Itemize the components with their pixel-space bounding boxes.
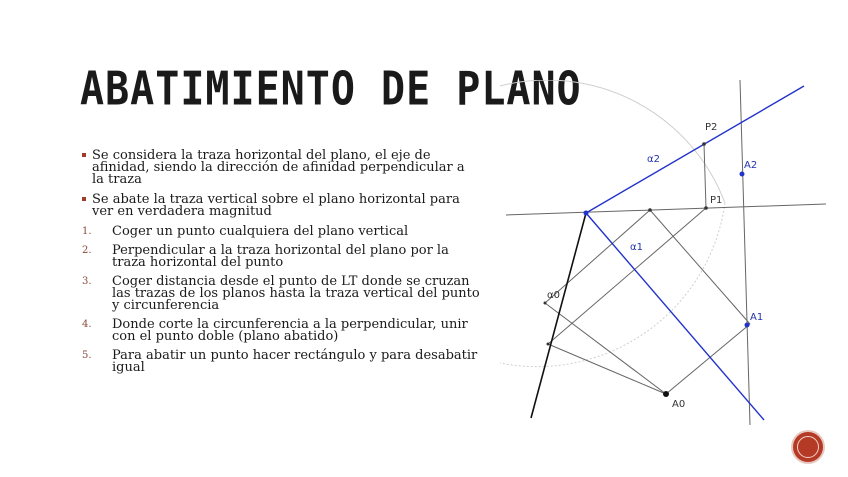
circle-arc — [500, 80, 725, 203]
lt-line — [506, 204, 826, 215]
bullet-item — [80, 150, 480, 186]
alpha2-line — [586, 86, 804, 213]
step-item — [80, 245, 480, 269]
step-text: Donde corte la circunferencia a la perpendicular, unir con el punto doble (plano abatido) — [112, 317, 468, 344]
nav-button[interactable] — [793, 432, 823, 462]
vertical-reference-line — [740, 80, 750, 425]
bullet-text: Se abate la traza vertical sobre el plano horizontal para ver en verdadera magnitud — [92, 192, 460, 219]
point-p2 — [702, 142, 706, 146]
step-number: 4. — [82, 319, 92, 330]
label-p1: P1 — [710, 195, 723, 206]
point-marker — [547, 343, 550, 346]
double-point — [584, 211, 589, 216]
circle-arc-lower — [500, 203, 725, 367]
label-alpha0: α0 — [547, 290, 560, 301]
label-a1: A1 — [750, 312, 764, 323]
step-text: Perpendicular a la traza horizontal del plano por la traza horizontal del punto — [112, 243, 449, 270]
step-text: Coger distancia desde el punto de LT donde se cruzan las trazas de los planos hasta la traza vertical del punto y circunferencia — [112, 274, 480, 313]
slide-content — [80, 150, 480, 381]
step-number: 1. — [82, 226, 92, 237]
step-item — [80, 319, 480, 343]
point-a1 — [745, 323, 750, 328]
point-marker — [648, 208, 652, 212]
step-item — [80, 226, 480, 238]
point-a0 — [663, 391, 669, 397]
construction-line — [650, 210, 750, 324]
point-marker — [544, 302, 547, 305]
label-alpha1: α1 — [630, 242, 643, 253]
alpha1-line — [586, 213, 764, 420]
p2-p1-line — [704, 144, 706, 208]
step-number: 2. — [82, 245, 92, 256]
step-item — [80, 350, 480, 374]
step-text: Para abatir un punto hacer rectángulo y para desabatir igual — [112, 348, 478, 375]
construction-line — [666, 324, 750, 394]
label-a2: A2 — [744, 160, 758, 171]
square-bullet-icon — [82, 197, 86, 201]
slide-title: ABATIMIENTO DE PLANO — [80, 62, 582, 116]
construction-line — [545, 303, 666, 394]
alpha0-line — [531, 213, 586, 418]
step-number: 5. — [82, 350, 92, 361]
step-item — [80, 276, 480, 312]
abatimiento-diagram — [500, 80, 830, 425]
step-number: 3. — [82, 276, 92, 287]
circle-nav-icon — [797, 436, 819, 458]
label-a0: A0 — [672, 399, 686, 410]
label-alpha2: α2 — [647, 154, 660, 165]
label-p2: P2 — [705, 122, 718, 133]
construction-line — [545, 210, 650, 303]
construction-line — [548, 344, 666, 394]
step-text: Coger un punto cualquiera del plano vertical — [112, 224, 409, 239]
point-p1 — [704, 206, 708, 210]
point-a2 — [740, 172, 745, 177]
bullet-item — [80, 194, 480, 218]
bullet-text: Se considera la traza horizontal del plano, el eje de afinidad, siendo la dirección de afinidad perpendicular a la traza — [92, 148, 465, 187]
square-bullet-icon — [82, 153, 86, 157]
